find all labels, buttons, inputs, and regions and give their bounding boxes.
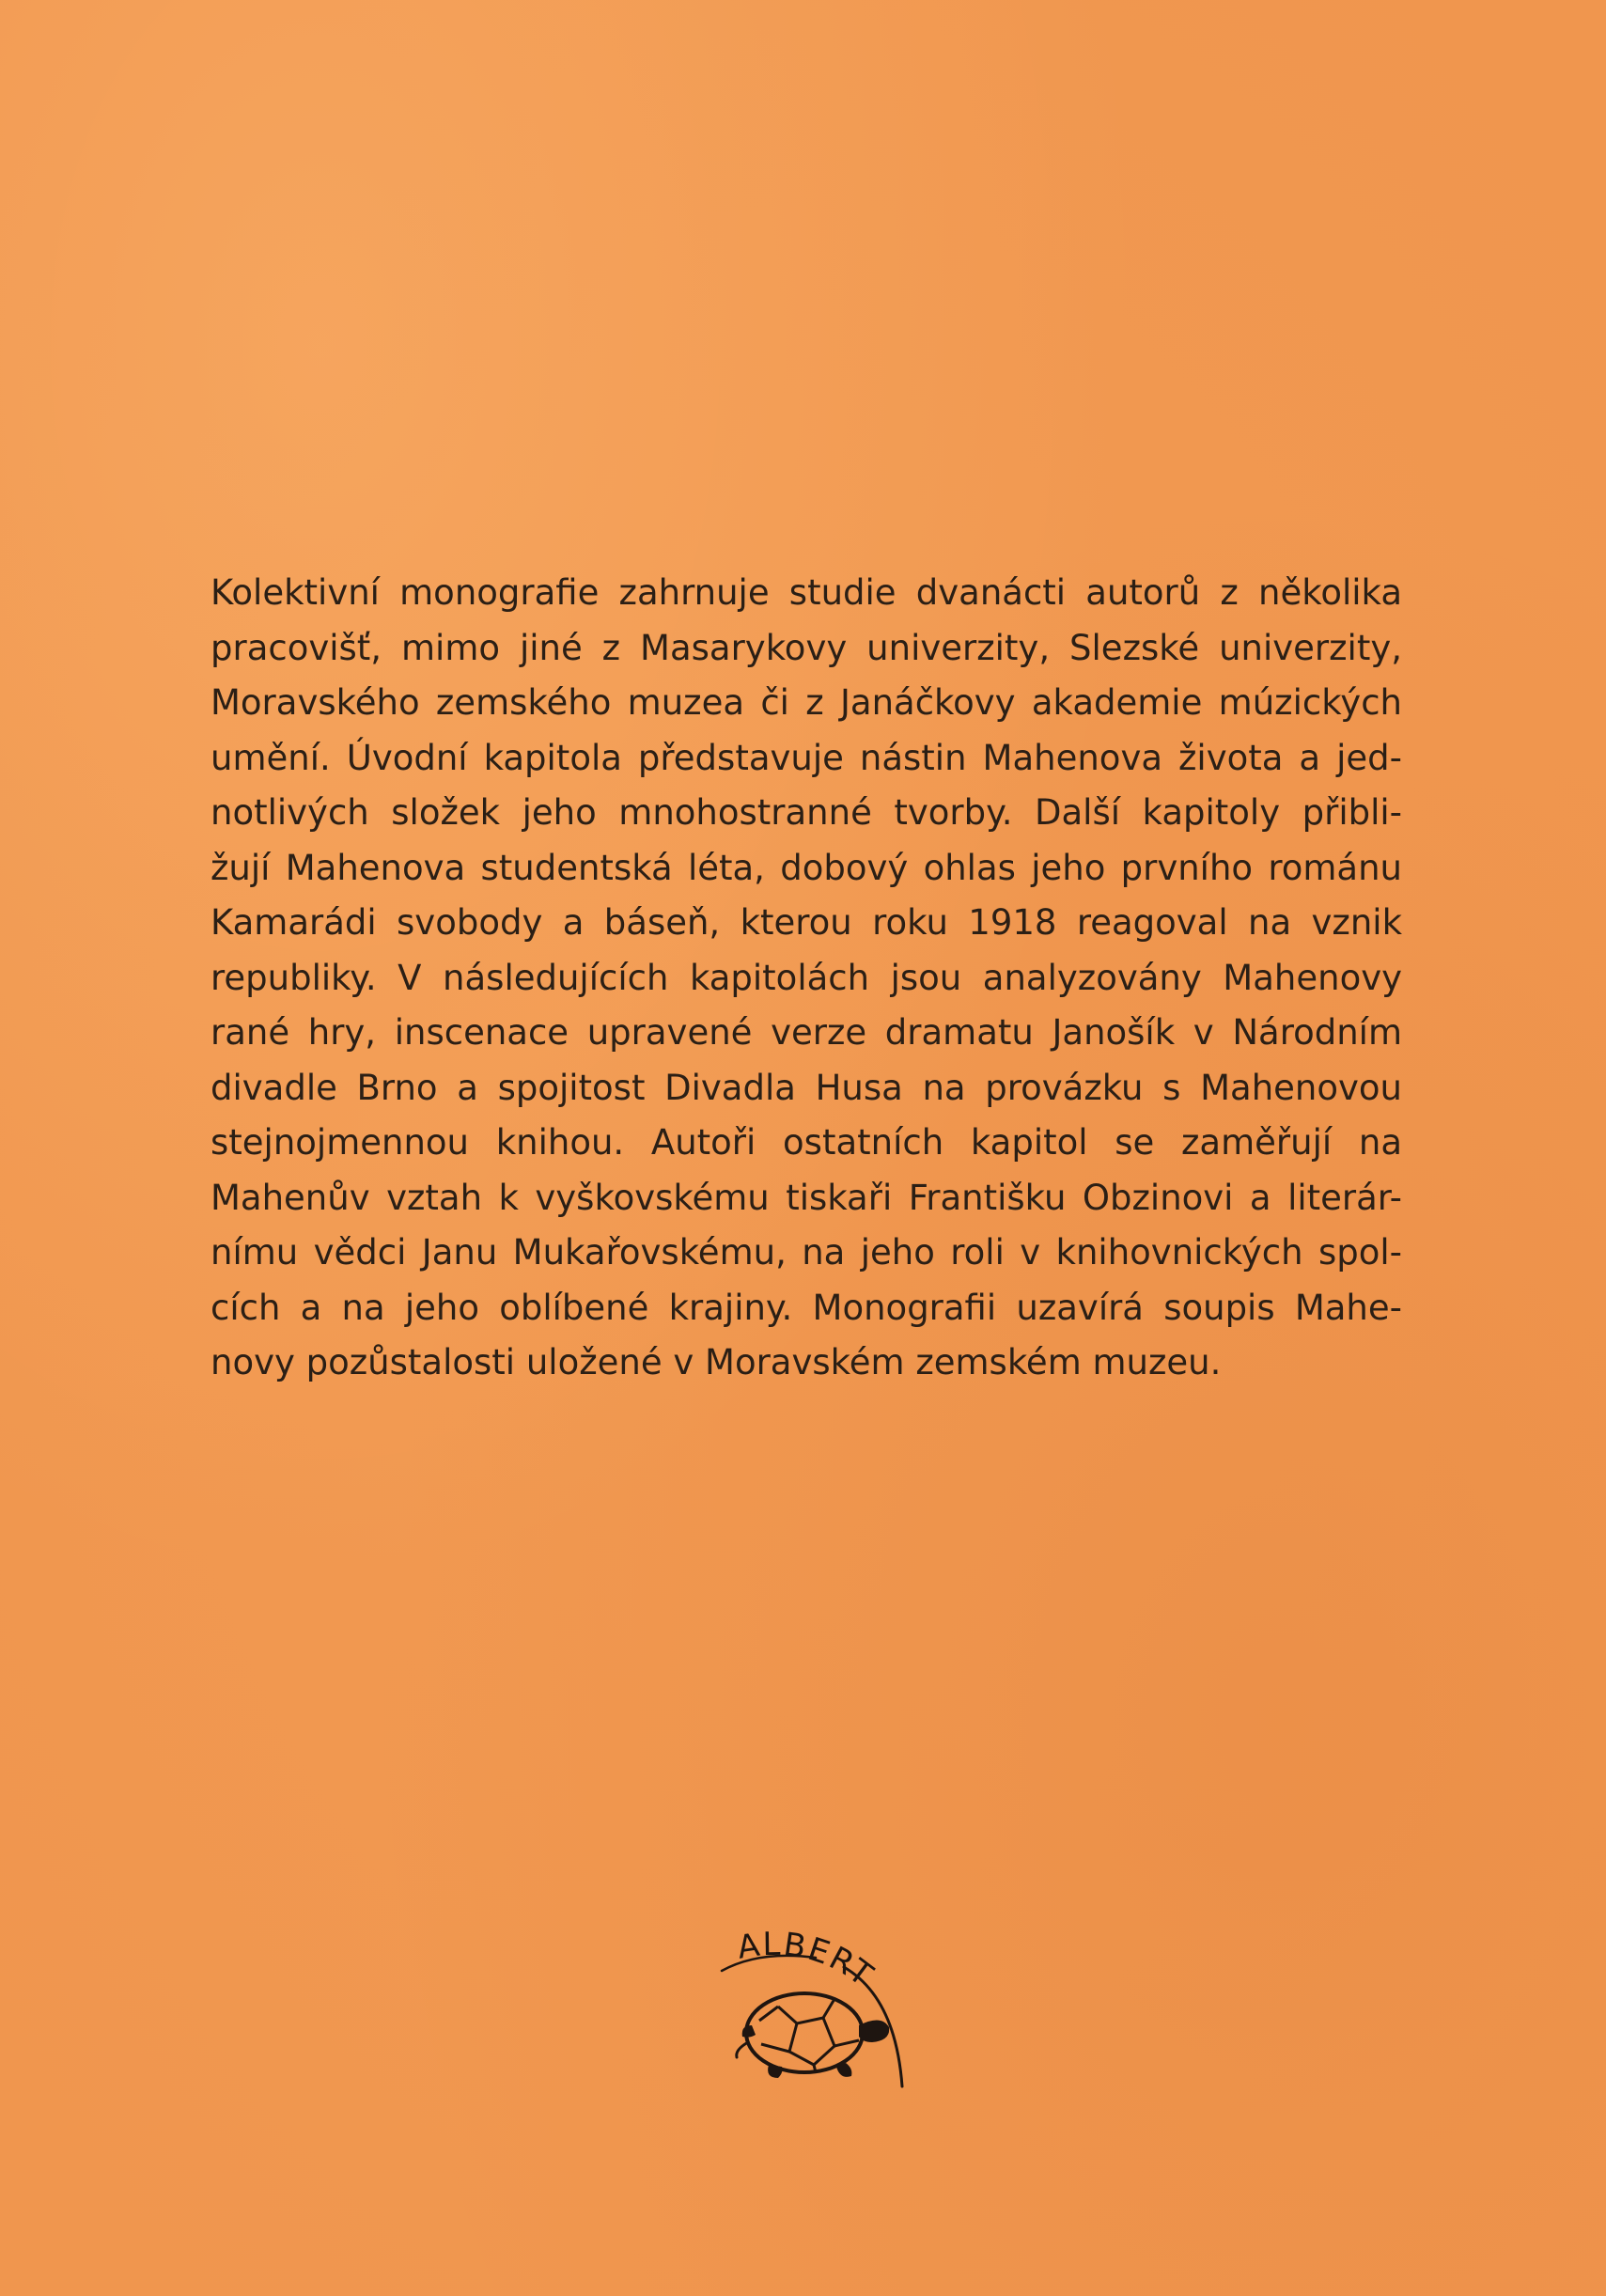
- blurb-line: Kamarádi svobody a báseň, kterou roku 1918 reagoval na vznik: [210, 902, 1402, 943]
- publisher-logo-text: ALBERT: [734, 1925, 881, 1995]
- blurb-line: umění. Úvodní kapitola představuje nástin Mahenova života a jed-: [210, 737, 1402, 778]
- turtle-icon: [703, 1884, 938, 2119]
- blurb-line: rané hry, inscenace upravené verze dramatu Janošík v Národním: [210, 1012, 1402, 1053]
- blurb-line: Kolektivní monografie zahrnuje studie dvanácti autorů z několika: [210, 572, 1402, 613]
- publisher-logo: [703, 1884, 938, 2119]
- blurb-line: cích a na jeho oblíbené krajiny. Monografii uzavírá soupis Mahe-: [210, 1287, 1402, 1328]
- blurb-line: novy pozůstalosti uložené v Moravském zemském muzeu.: [210, 1342, 1222, 1382]
- blurb-line: pracovišť, mimo jiné z Masarykovy univerzity, Slezské univerzity,: [210, 627, 1402, 668]
- blurb-line: nímu vědci Janu Mukařovskému, na jeho roli v knihovnických spol-: [210, 1232, 1402, 1273]
- blurb-line: republiky. V následujících kapitolách jsou analyzovány Mahenovy: [210, 957, 1402, 998]
- cover-blurb: [210, 566, 1402, 1391]
- blurb-line: notlivých složek jeho mnohostranné tvorby. Další kapitoly přibli-: [210, 792, 1402, 833]
- blurb-line: Mahenův vztah k vyškovskému tiskaři Františku Obzinovi a literár-: [210, 1177, 1402, 1218]
- blurb-line: Moravského zemského muzea či z Janáčkovy akademie múzických: [210, 682, 1402, 723]
- blurb-line: divadle Brno a spojitost Divadla Husa na provázku s Mahenovou: [210, 1067, 1402, 1108]
- blurb-line: stejnojmennou knihou. Autoři ostatních kapitol se zaměřují na: [210, 1122, 1402, 1163]
- blurb-line: žují Mahenova studentská léta, dobový ohlas jeho prvního románu: [210, 847, 1402, 888]
